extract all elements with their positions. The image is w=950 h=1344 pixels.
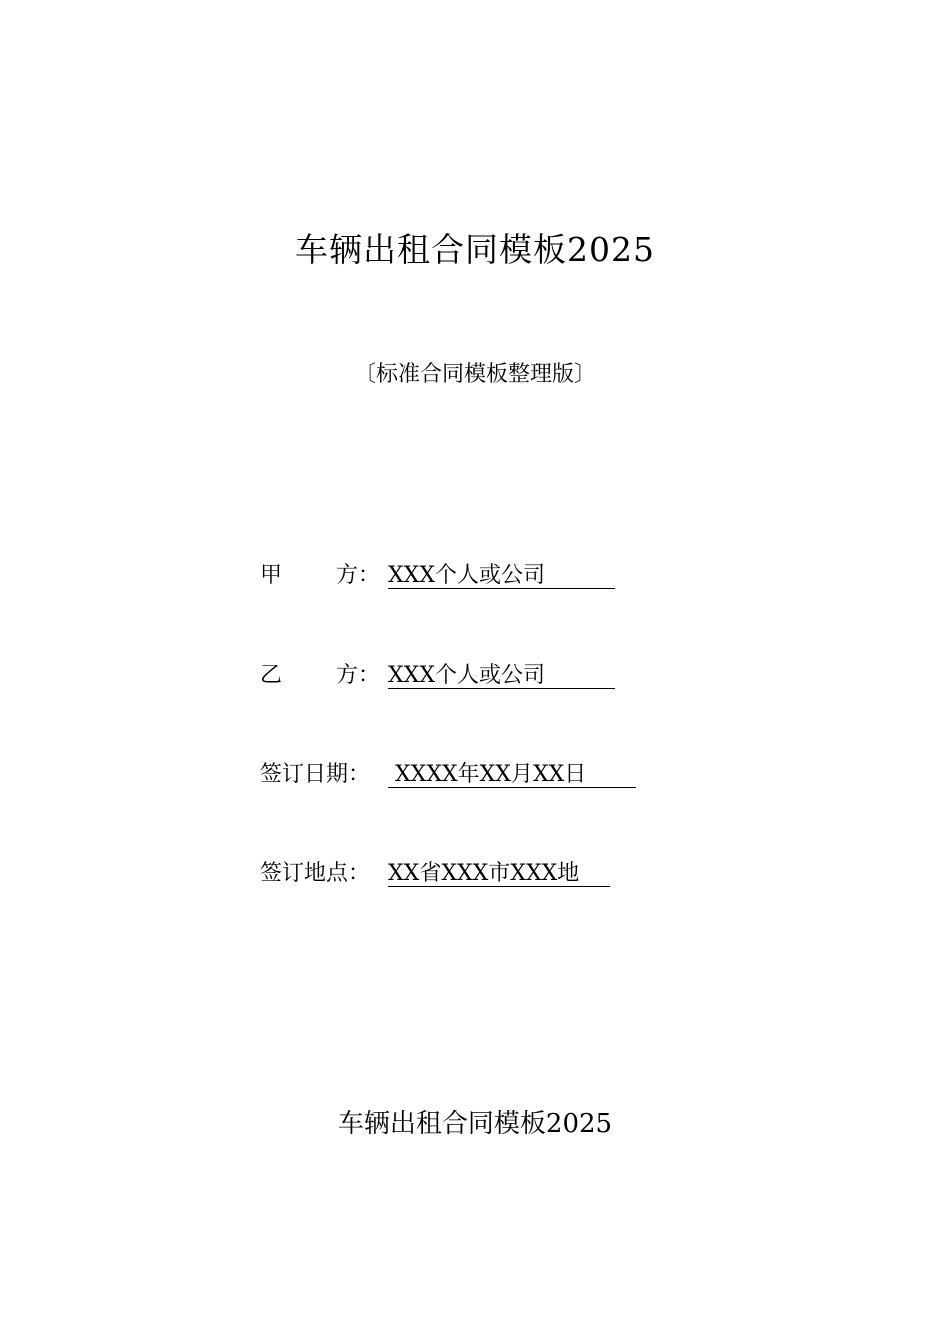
party-b-label-char: 乙 (260, 663, 283, 688)
party-a-label-suffix: 方： (336, 563, 381, 588)
document-subtitle: 〔标准合同模板整理版〕 (353, 362, 596, 387)
party-b-label-suffix: 方： (336, 663, 381, 688)
signing-date-value: XXXX年XX月XX日 (388, 763, 636, 788)
party-a-value: XXX个人或公司 (388, 564, 615, 589)
signing-place-label: 签订地点： (260, 861, 371, 886)
signing-date-field (260, 760, 636, 790)
party-a-label (260, 561, 388, 591)
signing-place-value: XX省XXX市XXX地 (388, 862, 610, 887)
party-b-label (260, 661, 388, 691)
party-b-field (260, 661, 615, 691)
party-b-value: XXX个人或公司 (388, 664, 615, 689)
signing-date-label: 签订日期： (260, 762, 371, 787)
footer-title: 车辆出租合同模板2025 (337, 1109, 613, 1139)
party-a-label-char: 甲 (260, 563, 283, 588)
document-title: 车辆出租合同模板2025 (295, 230, 655, 269)
signing-place-field (260, 859, 610, 889)
party-a-field (260, 561, 615, 591)
